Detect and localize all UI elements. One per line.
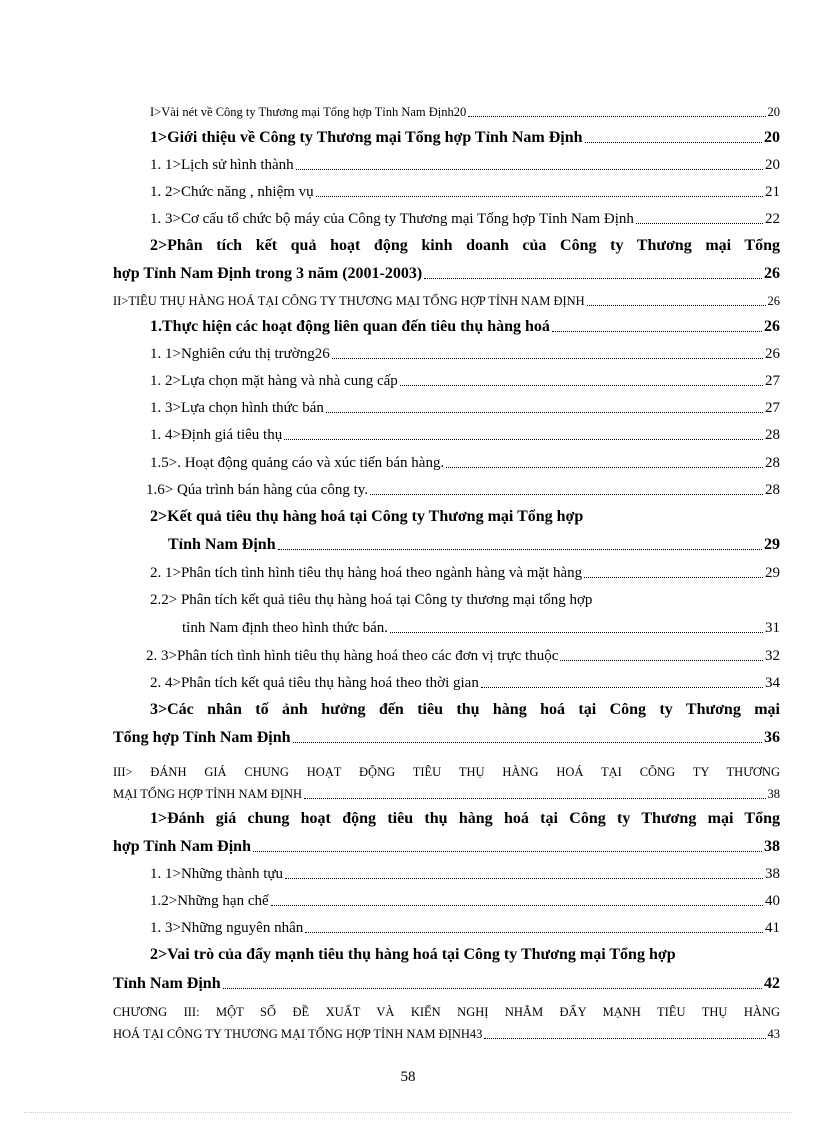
toc-leader-dots [223,987,762,989]
toc-entry-page: 38 [765,866,780,882]
toc-entry[interactable] [150,919,780,937]
toc-leader-dots [424,277,762,279]
toc-entry[interactable] [150,183,780,201]
toc-entry-title: 1. 4>Định giá tiêu thụ [150,427,283,443]
toc-entry-title: 1>Giới thiệu về Công ty Thương mại Tổng hợp Tỉnh Nam Định [150,129,583,146]
toc-leader-dots [446,466,763,468]
toc-entry-title: Tỉnh Nam Định [113,975,221,992]
toc-entry[interactable] [150,674,780,692]
toc-entry-title: Tổng hợp Tỉnh Nam Định [113,729,291,746]
toc-entry-page: 26 [764,265,780,282]
toc-entry-page: 26 [764,318,780,335]
toc-entry-page: 28 [765,482,780,498]
toc-leader-dots [584,576,763,578]
toc-entry-page: 26 [765,346,780,362]
toc-entry-title: 2. 4>Phân tích kết quả tiêu thụ hàng hoá theo thời gian [150,675,479,691]
toc-entry-page: 21 [765,184,780,200]
toc-entry-first-line[interactable]: III> ĐÁNH GIÁ CHUNG HOẠT ĐỘNG TIÊU THỤ HÀNG HOÁ TẠI CÔNG TY THƯƠNG [113,765,780,779]
toc-entry-title: I>Vài nét về Công ty Thương mại Tổng hợp Tỉnh Nam Định20 [150,105,467,119]
toc-entry-page: 38 [764,838,780,855]
toc-leader-dots [636,222,763,224]
toc-entry-page: 27 [765,400,780,416]
toc-entry-title: 1. 3>Cơ cấu tổ chức bộ máy của Công ty Thương mại Tổng hợp Tỉnh Nam Định [150,211,634,227]
toc-entry-title: 1.5>. Hoạt động quảng cáo và xúc tiến bán hàng. [150,455,445,471]
toc-entry-first-line[interactable]: 2>Phân tích kết quả hoạt động kinh doanh của Công ty Thương mại Tổng [150,237,780,254]
toc-leader-dots [481,686,763,688]
page-number: 58 [400,1069,416,1085]
toc-entry[interactable] [150,564,780,582]
toc-entry-page: 41 [765,920,780,936]
toc-entry-title: 1.2>Những hạn chế [150,893,269,909]
toc-entry-page: 26 [767,294,780,308]
toc-entry-title: MẠI TỔNG HỢP TỈNH NAM ĐỊNH [113,787,303,801]
toc-entry[interactable] [150,318,780,336]
toc-entry[interactable] [150,103,780,121]
toc-entry[interactable] [113,1025,780,1043]
toc-entry[interactable] [150,156,780,174]
toc-entry[interactable] [168,536,780,554]
toc-entry[interactable] [113,292,780,310]
toc-leader-dots [326,411,763,413]
toc-entry[interactable] [113,265,780,283]
toc-entry[interactable] [113,785,780,803]
toc-entry[interactable] [150,454,780,472]
toc-entry-title: 1. 2>Lựa chọn mặt hàng và nhà cung cấp [150,373,398,389]
toc-entry-first-line[interactable]: 1>Đánh giá chung hoạt động tiêu thụ hàng hoá tại Công ty Thương mại Tổng [150,810,780,827]
toc-entry-page: 38 [767,787,780,801]
toc-leader-dots [468,115,765,117]
toc-entry-page: 29 [764,536,780,553]
toc-entry[interactable] [150,865,780,883]
toc-leader-dots [587,304,766,306]
toc-entry-page: 42 [764,975,780,992]
toc-entry[interactable] [113,838,780,856]
toc-entry-page: 32 [765,648,780,664]
toc-entry-page: 20 [764,129,780,146]
toc-entry-title: HOÁ TẠI CÔNG TY THƯƠNG MẠI TỔNG HỢP TỈNH NAM ĐỊNH43 [113,1027,483,1041]
toc-entry[interactable] [182,619,780,637]
toc-leader-dots [278,548,762,550]
toc-entry[interactable] [150,372,780,390]
toc-entry-page: 22 [765,211,780,227]
toc-leader-dots [400,384,763,386]
toc-entry[interactable] [150,426,780,444]
toc-leader-dots [296,168,763,170]
toc-entry-title: 1.Thực hiện các hoạt động liên quan đến tiêu thụ hàng hoá [150,318,550,335]
toc-entry-page: 40 [765,893,780,909]
toc-entry[interactable] [150,210,780,228]
toc-entry-title: 1.6> Qúa trình bán hàng của công ty. [146,482,369,498]
toc-entry-title: 1. 3>Những nguyên nhân [150,920,304,936]
toc-leader-dots [316,195,763,197]
toc-entry-first-line[interactable]: 2>Vai trò của đẩy mạnh tiêu thụ hàng hoá tại Công ty Thương mại Tổng hợp [150,946,676,963]
toc-entry-page: 36 [764,729,780,746]
toc-leader-dots [304,797,765,799]
toc-leader-dots [552,330,762,332]
toc-entry-page: 28 [765,427,780,443]
toc-entry-title: hợp Tỉnh Nam Định trong 3 năm (2001-2003) [113,265,423,282]
toc-entry-page: 20 [767,105,780,119]
toc-leader-dots [293,741,762,743]
toc-entry-first-line[interactable]: 2>Kết quả tiêu thụ hàng hoá tại Công ty Thương mại Tổng hợp [150,508,584,525]
toc-entry-page: 31 [765,620,780,636]
toc-entry-title: 2. 1>Phân tích tình hình tiêu thụ hàng hoá theo ngành hàng và mặt hàng [150,565,583,581]
toc-leader-dots [390,631,763,633]
toc-leader-dots [305,931,763,933]
toc-entry-page: 34 [765,675,780,691]
toc-entry[interactable] [146,481,780,499]
toc-entry-title: 1. 3>Lựa chọn hình thức bán [150,400,324,416]
toc-entry-page: 27 [765,373,780,389]
toc-entry-title: 1. 1>Lịch sử hình thành [150,157,294,173]
toc-entry[interactable] [113,975,780,993]
toc-entry[interactable] [150,892,780,910]
toc-leader-dots [332,357,763,359]
toc-entry-page: 28 [765,455,780,471]
toc-entry[interactable] [150,399,780,417]
toc-entry-title: 1. 2>Chức năng , nhiệm vụ [150,184,314,200]
toc-entry-page: 20 [765,157,780,173]
toc-entry[interactable] [113,729,780,747]
toc-entry-title: 1. 1>Nghiên cứu thị trường26 [150,346,330,362]
toc-entry-title: hợp Tỉnh Nam Định [113,838,251,855]
toc-entry-first-line[interactable]: 3>Các nhân tố ảnh hưởng đến tiêu thụ hàng hoá tại Công ty Thương mại [150,701,780,718]
toc-entry-title: tỉnh Nam định theo hình thức bán. [182,620,389,636]
toc-entry-title: Tỉnh Nam Định [168,536,276,553]
toc-entry-title: 2. 3>Phân tích tình hình tiêu thụ hàng hoá theo các đơn vị trực thuộc [146,648,559,664]
toc-entry-first-line[interactable]: 2.2> Phân tích kết quả tiêu thụ hàng hoá tại Công ty thương mại tổng hợp [150,592,593,608]
toc-entry-first-line[interactable]: CHƯƠNG III: MỘT SỐ ĐỀ XUẤT VÀ KIẾN NGHỊ NHẰM ĐẨY MẠNH TIÊU THỤ HÀNG [113,1005,780,1019]
toc-leader-dots [560,659,763,661]
toc-leader-dots [253,850,762,852]
toc-entry[interactable] [150,129,780,147]
toc-entry-page: 43 [767,1027,780,1041]
toc-leader-dots [484,1037,765,1039]
toc-leader-dots [284,438,763,440]
toc-leader-dots [271,904,763,906]
toc-entry[interactable] [150,345,780,363]
footer-divider [24,1112,792,1113]
toc-entry-title: 1. 1>Những thành tựu [150,866,284,882]
toc-leader-dots [370,493,763,495]
toc-entry-title: II>TIÊU THỤ HÀNG HOÁ TẠI CÔNG TY THƯƠNG MẠI TỔNG HỢP TỈNH NAM ĐỊNH [113,294,585,308]
toc-entry[interactable] [146,647,780,665]
toc-leader-dots [585,141,762,143]
toc-leader-dots [285,877,763,879]
toc-entry-page: 29 [765,565,780,581]
